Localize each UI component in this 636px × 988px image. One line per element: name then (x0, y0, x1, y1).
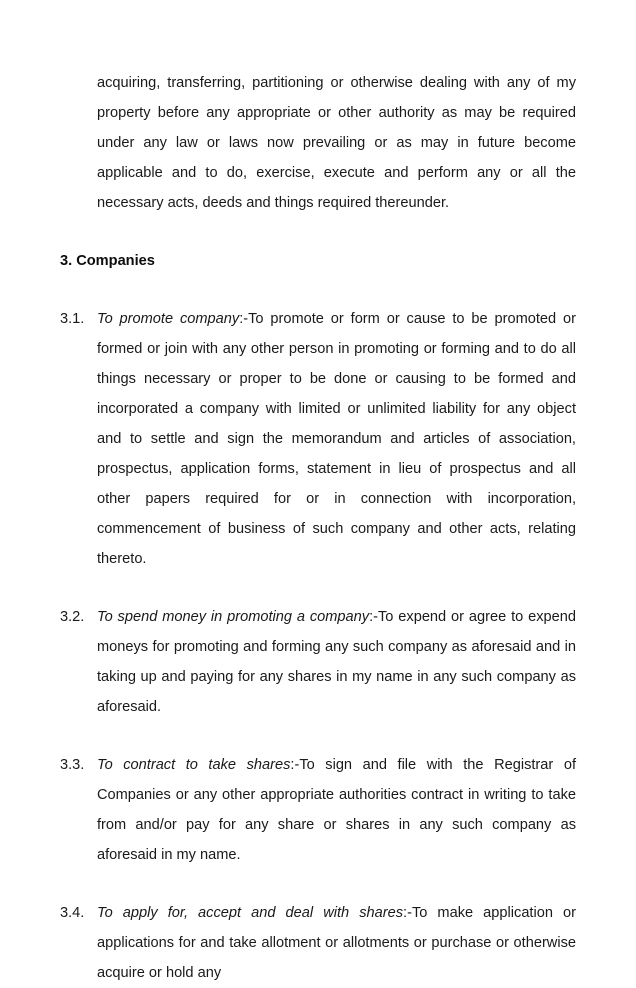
clause-lead-in: To contract to take shares (97, 757, 291, 773)
clause-body (97, 602, 576, 722)
spacer-below-heading (60, 276, 576, 304)
clause-text: To make application or applications for and take allotment or allotments or purchase or otherwise acquire or hold any (97, 905, 577, 981)
clause-lead-in: To promote company (97, 311, 240, 327)
clause-lead-in: To spend money in promoting a company (97, 609, 370, 625)
clause-separator: :- (403, 905, 412, 921)
clause-number: 3.1. (60, 311, 85, 327)
clause-separator: :- (239, 311, 249, 327)
clause-body (97, 304, 576, 574)
clause-number: 3.4. (60, 905, 85, 921)
clause-separator: :- (369, 609, 378, 625)
clause-3-1 (60, 304, 576, 574)
clause-number: 3.3. (60, 757, 85, 773)
clause-text: To sign and file with the Registrar of Companies or any other appropriate authorities contract in writing to take from and/or pay for any share or shares in any such company as aforesaid in my name. (97, 757, 576, 863)
spacer-above-heading (60, 218, 576, 246)
clause-3-4 (60, 898, 576, 988)
clause-text: To promote or form or cause to be promoted or formed or join with any other person in promoting or forming and to do all things necessary or proper to be done or causing to be formed and incorporated a company with limited or unlimited liability for any object and to settle and sign the memorandum and articles of association, prospectus, application forms, statement in lieu of prospectus and all other papers required for or in connection with incorporation, commencement of business of such company and other acts, relating thereto. (97, 311, 576, 567)
clause-lead-in: To apply for, accept and deal with shares (97, 905, 404, 921)
clause-separator: :- (290, 757, 300, 773)
clause-body (97, 750, 576, 870)
clause-3-3 (60, 750, 576, 870)
page-content (60, 68, 576, 988)
clause-body (97, 898, 576, 988)
clause-3-2 (60, 602, 576, 722)
intro-paragraph: acquiring, transferring, partitioning or otherwise dealing with any of my property before any appropriate or other authority as may be required under any law or laws now prevailing or as may in future become applicable and to do, exercise, execute and perform any or all the necessary acts, deeds and things required thereunder. (97, 75, 576, 211)
section-heading: 3. Companies (60, 253, 155, 269)
clause-number: 3.2. (60, 609, 85, 625)
clause-text: To expend or agree to expend moneys for promoting and forming any such company as aforesaid and in taking up and paying for any shares in my name in any such company as aforesaid. (97, 609, 576, 715)
